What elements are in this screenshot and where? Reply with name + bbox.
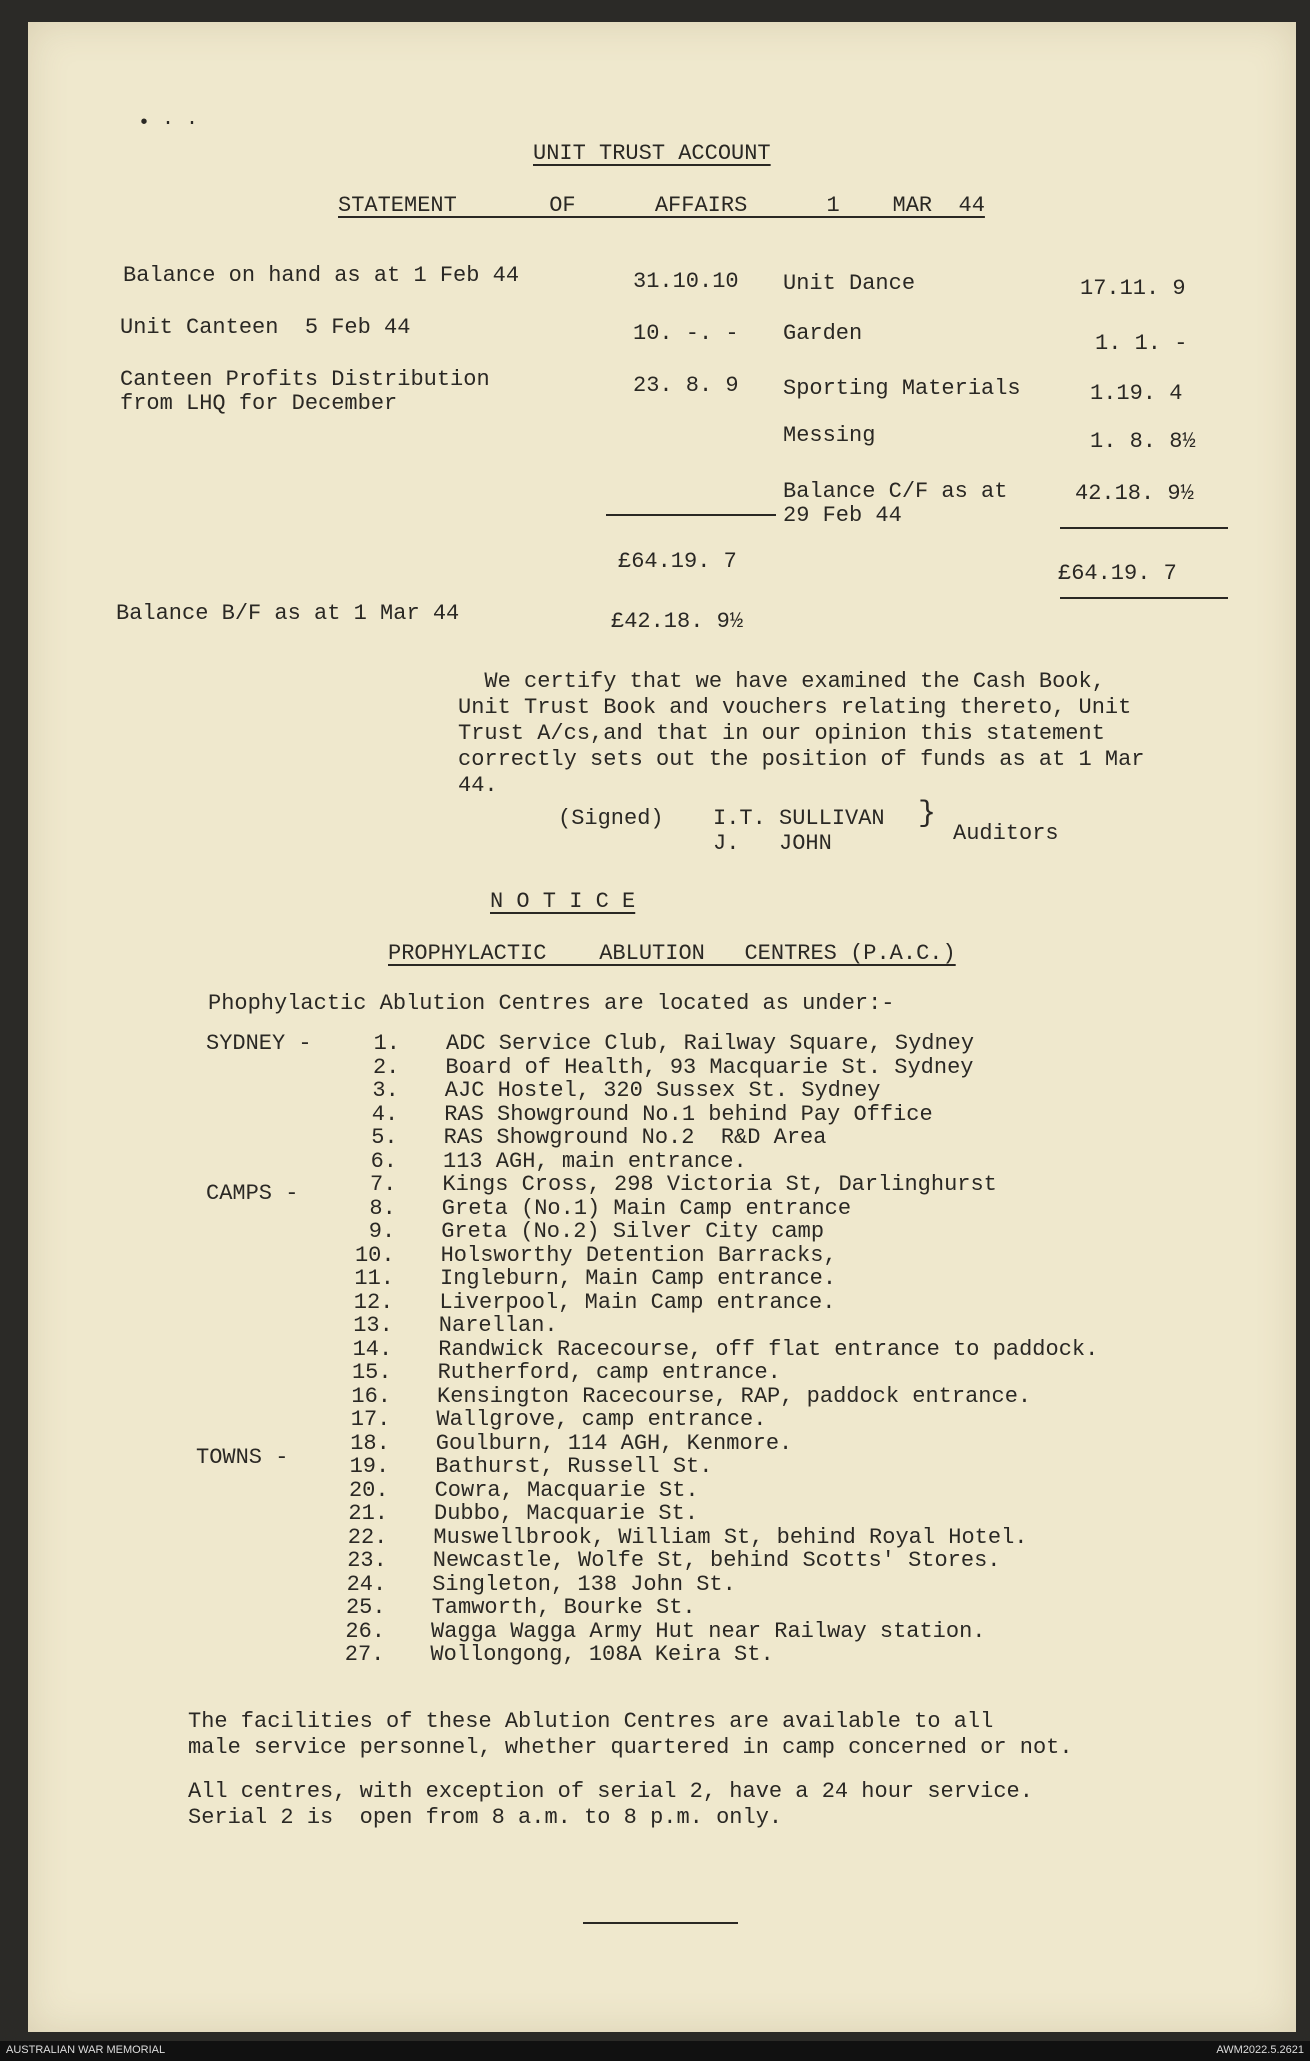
pac-item-number: 24. xyxy=(346,1571,387,1597)
facilities-para-line-1: The facilities of these Ablution Centres are available to all xyxy=(188,1709,994,1734)
pac-item-number: 21. xyxy=(348,1501,388,1526)
pac-list-item xyxy=(327,1479,699,1503)
pac-item-number: 22. xyxy=(347,1524,388,1550)
pac-item-text: Liverpool, Main Camp entrance. xyxy=(439,1289,836,1315)
pac-item-text: Muswellbrook, William St, behind Royal Hotel. xyxy=(433,1524,1028,1550)
pac-item-number: 27. xyxy=(344,1642,385,1667)
ledger-right-label-5: Balance C/F as at xyxy=(783,479,1008,504)
balance-bf-label: Balance B/F as at 1 Mar 44 xyxy=(116,601,460,626)
pac-list-item xyxy=(336,1126,827,1150)
pac-list-item xyxy=(332,1267,836,1291)
pac-item-number: 25. xyxy=(345,1595,386,1620)
pac-list-item xyxy=(327,1455,712,1479)
pac-item-text: Greta (No.1) Main Camp entrance xyxy=(441,1195,852,1221)
pac-item-text: ADC Service Club, Railway Square, Sydney xyxy=(446,1031,975,1056)
ledger-right-label-4: Messing xyxy=(783,423,876,448)
pac-list-item xyxy=(328,1432,792,1456)
ledger-right-label-2: Garden xyxy=(783,321,863,346)
pac-list-item xyxy=(330,1338,1098,1362)
pac-item-text: Narellan. xyxy=(438,1313,558,1338)
ledger-left-label-1: Balance on hand as at 1 Feb 44 xyxy=(123,263,520,288)
pac-item-number: 18. xyxy=(350,1430,390,1456)
ink-marks: • · · xyxy=(138,112,199,135)
pac-item-number: 4. xyxy=(371,1101,399,1127)
pac-item-text: Wollongong, 108A Keira St. xyxy=(430,1642,774,1667)
pac-item-text: RAS Showground No.1 behind Pay Office xyxy=(444,1101,933,1127)
ledger-right-label-3: Sporting Materials xyxy=(783,376,1021,401)
pac-item-text: Board of Health, 93 Macquarie St. Sydney xyxy=(445,1054,974,1080)
ledger-left-amount-2: 10. -. - xyxy=(633,321,739,346)
notice-intro: Phophylactic Ablution Centres are located as under:- xyxy=(208,991,895,1016)
certificate-line-3: Trust A/cs,and that in our opinion this statement xyxy=(458,721,1105,746)
pac-item-text: Rutherford, camp entrance. xyxy=(437,1360,781,1385)
group-towns: TOWNS - xyxy=(196,1445,289,1470)
pac-list-item xyxy=(324,1573,736,1597)
pac-item-number: 7. xyxy=(369,1172,397,1197)
ledger-left-total: £64.19. 7 xyxy=(618,549,737,574)
pac-item-number: 1. xyxy=(373,1031,400,1056)
ledger-right-amount-2: 1. 1. - xyxy=(1095,331,1188,356)
pac-item-number: 20. xyxy=(348,1477,389,1503)
notice-subheading: PROPHYLACTIC ABLUTION CENTRES (P.A.C.) xyxy=(388,941,956,966)
ledger-left-amount-1: 31.10.10 xyxy=(633,269,739,294)
pac-item-number: 16. xyxy=(351,1383,391,1409)
auditors-label: Auditors xyxy=(953,821,1059,846)
auditor-name-1: I.T. SULLIVAN xyxy=(713,806,885,831)
pac-list-item xyxy=(333,1220,824,1244)
document-subtitle: STATEMENT OF AFFAIRS 1 MAR 44 xyxy=(338,193,985,218)
pac-list-item xyxy=(333,1244,837,1268)
ledger-right-total: £64.19. 7 xyxy=(1058,561,1177,586)
pac-item-number: 9. xyxy=(368,1219,396,1244)
pac-item-number: 14. xyxy=(352,1336,393,1362)
pac-item-number: 8. xyxy=(369,1195,396,1221)
pac-item-text: Wagga Wagga Army Hut near Railway station. xyxy=(431,1618,986,1644)
pac-item-text: Kensington Racecourse, RAP, paddock entrance. xyxy=(437,1383,1032,1409)
pac-item-text: Singleton, 138 John St. xyxy=(432,1571,736,1597)
closing-rule xyxy=(583,1922,738,1924)
certificate-line-1: We certify that we have examined the Cash Book, xyxy=(458,669,1105,694)
pac-item-number: 6. xyxy=(370,1148,397,1174)
pac-list-item xyxy=(325,1526,1027,1550)
ledger-right-amount-5: 42.18. 9½ xyxy=(1075,481,1194,506)
pac-item-text: Ingleburn, Main Camp entrance. xyxy=(440,1266,837,1291)
pac-list-item xyxy=(330,1361,781,1385)
document-title: UNIT TRUST ACCOUNT xyxy=(533,141,771,166)
pac-item-number: 15. xyxy=(351,1360,392,1385)
pac-item-text: RAS Showground No.2 R&D Area xyxy=(443,1125,827,1150)
pac-item-number: 13. xyxy=(353,1313,393,1338)
total-rule-right xyxy=(1060,597,1228,599)
pac-list-item xyxy=(325,1549,1001,1573)
pac-item-number: 5. xyxy=(371,1125,398,1150)
pac-item-number: 17. xyxy=(350,1407,391,1432)
pac-list-item xyxy=(328,1408,766,1432)
facilities-para-line-2: male service personnel, whether quartered in camp concerned or not. xyxy=(188,1735,1073,1760)
hours-para-line-2: Serial 2 is open from 8 a.m. to 8 p.m. only. xyxy=(188,1805,783,1830)
balance-bf-amount: £42.18. 9½ xyxy=(611,609,744,634)
pac-item-text: Randwick Racecourse, off flat entrance to paddock. xyxy=(438,1336,1099,1362)
pac-item-number: 23. xyxy=(347,1548,387,1573)
pac-list-item xyxy=(331,1291,835,1315)
subtotal-rule-right xyxy=(1060,527,1228,529)
pac-item-number: 10. xyxy=(354,1242,395,1268)
document-page xyxy=(28,22,1296,2032)
pac-item-number: 12. xyxy=(353,1289,394,1315)
archive-footer xyxy=(0,2041,1310,2061)
pac-item-text: Greta (No.2) Silver City camp xyxy=(441,1219,825,1244)
pac-list-item xyxy=(324,1596,696,1620)
pac-item-text: Kings Cross, 298 Victoria St, Darlinghurst xyxy=(442,1172,997,1197)
footer-right: AWM2022.5.2621 xyxy=(1216,2044,1304,2056)
pac-list-item xyxy=(334,1173,997,1197)
pac-item-text: 113 AGH, main entrance. xyxy=(443,1148,747,1174)
pac-list-item xyxy=(329,1385,1031,1409)
pac-item-text: Tamworth, Bourke St. xyxy=(431,1595,696,1620)
pac-list-item xyxy=(323,1620,986,1644)
ledger-left-label-3: Canteen Profits Distribution xyxy=(120,367,490,392)
pac-item-number: 11. xyxy=(354,1266,394,1291)
ledger-left-label-2: Unit Canteen 5 Feb 44 xyxy=(120,315,411,340)
ledger-right-label-1: Unit Dance xyxy=(783,271,916,296)
footer-left: AUSTRALIAN WAR MEMORIAL xyxy=(6,2044,166,2056)
ledger-right-amount-1: 17.11. 9 xyxy=(1080,276,1186,301)
pac-list-item xyxy=(337,1056,973,1080)
group-camps: CAMPS - xyxy=(206,1181,299,1206)
pac-item-text: Cowra, Macquarie St. xyxy=(434,1477,699,1503)
ledger-right-amount-4: 1. 8. 8½ xyxy=(1090,429,1196,454)
pac-list-item xyxy=(334,1197,851,1221)
pac-item-text: AJC Hostel, 320 Sussex St. Sydney xyxy=(444,1078,881,1103)
pac-item-text: Dubbo, Macquarie St. xyxy=(434,1501,699,1526)
pac-item-number: 2. xyxy=(372,1054,400,1080)
ledger-left-amount-3: 23. 8. 9 xyxy=(633,373,739,398)
subtotal-rule-left xyxy=(606,514,776,516)
group-sydney: SYDNEY - xyxy=(206,1031,312,1056)
pac-list-item xyxy=(338,1032,974,1056)
pac-item-number: 26. xyxy=(345,1618,385,1644)
certificate-line-4: correctly sets out the position of funds as at 1 Mar xyxy=(458,747,1145,772)
hours-para-line-1: All centres, with exception of serial 2, have a 24 hour service. xyxy=(188,1779,1033,1804)
certificate-line-5: 44. xyxy=(458,773,498,798)
certificate-line-2: Unit Trust Book and vouchers relating thereto, Unit xyxy=(458,695,1132,720)
pac-item-text: Newcastle, Wolfe St, behind Scotts' Stores. xyxy=(432,1548,1001,1573)
pac-list-item xyxy=(331,1314,558,1338)
auditor-name-2: J. JOHN xyxy=(713,831,832,856)
pac-list-item xyxy=(336,1103,932,1127)
certificate-signed: (Signed) xyxy=(558,806,664,831)
pac-item-text: Wallgrove, camp entrance. xyxy=(436,1407,767,1432)
ledger-right-label-5b: 29 Feb 44 xyxy=(783,503,902,528)
pac-item-text: Goulburn, 114 AGH, Kenmore. xyxy=(435,1430,793,1456)
pac-item-text: Holsworthy Detention Barracks, xyxy=(440,1242,837,1268)
pac-list-item xyxy=(326,1502,698,1526)
pac-list-item xyxy=(335,1150,747,1174)
pac-item-text: Bathurst, Russell St. xyxy=(435,1454,713,1479)
ledger-left-label-3b: from LHQ for December xyxy=(120,391,398,416)
pac-item-number: 19. xyxy=(349,1454,390,1479)
pac-list-item xyxy=(337,1079,881,1103)
ledger-right-amount-3: 1.19. 4 xyxy=(1090,381,1183,406)
notice-heading: N O T I C E xyxy=(490,889,636,914)
pac-list-item xyxy=(322,1643,773,1667)
pac-item-number: 3. xyxy=(372,1078,399,1103)
auditor-brace: } xyxy=(918,797,937,831)
